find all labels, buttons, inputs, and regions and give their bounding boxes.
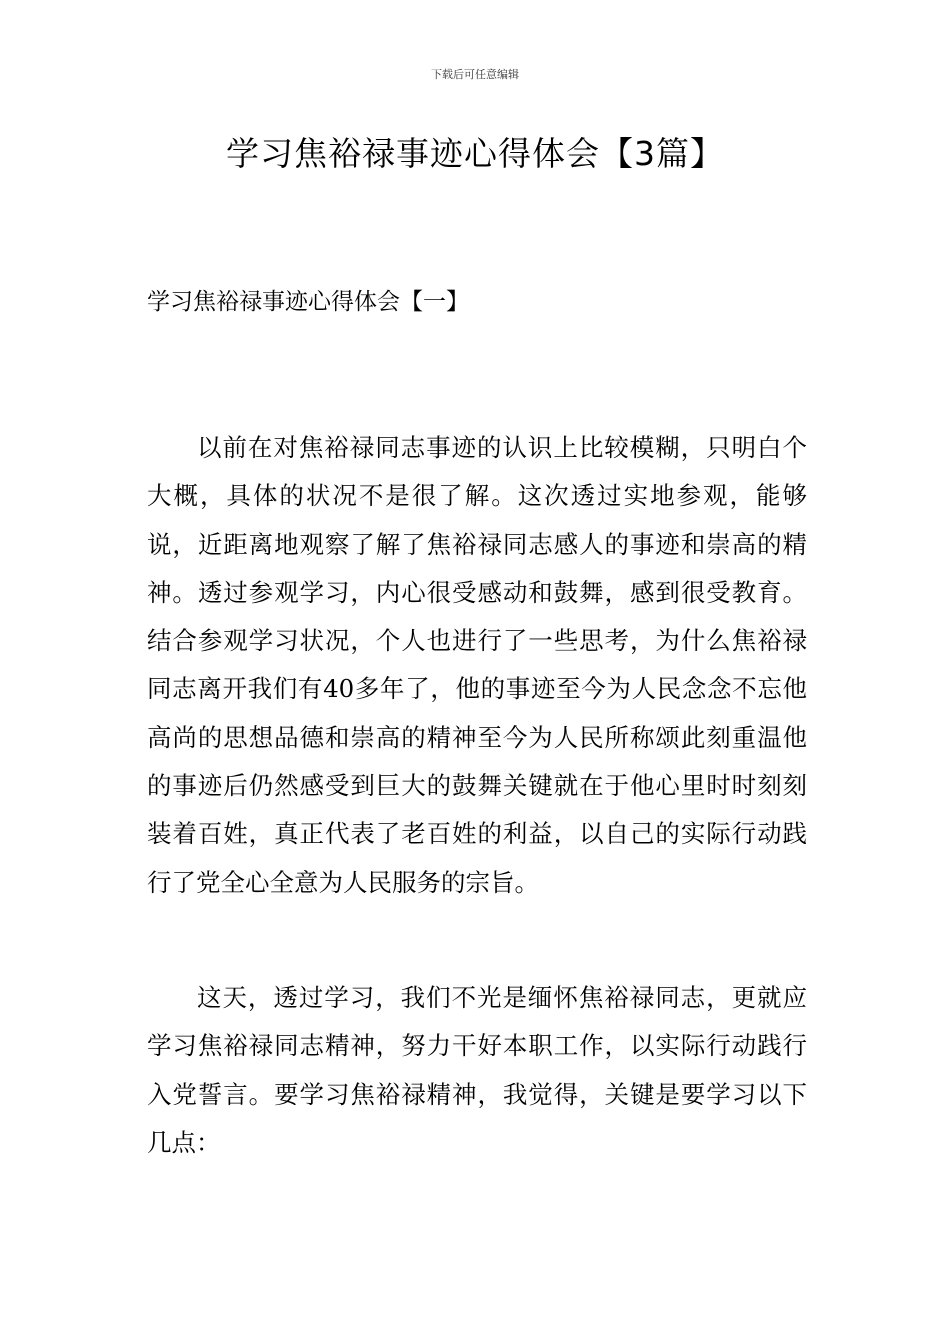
section-heading: 学习焦裕禄事迹心得体会【一】 — [147, 289, 469, 315]
document-title: 学习焦裕禄事迹心得体会【3篇】 — [226, 134, 724, 173]
body-paragraph-1: 以前在对焦裕禄同志事迹的认识上比较模糊，只明白个大概，具体的状况不是很了解。这次透过实地参观，能够说，近距离地观察了解了焦裕禄同志感人的事迹和崇高的精神。透过参观学习，内心很受感动和鼓舞，感到很受教育。结合参观学习状况，个人也进行了一些思考，为什么焦裕禄同志离开我们有40多年了，他的事迹至今为人民念念不忘他高尚的思想品德和崇高的精神至今为人民所称颂此刻重温他的事迹后仍然感受到巨大的鼓舞关键就在于他心里时时刻刻装着百姓，真正代表了老百姓的利益，以自己的实际行动践行了党全心全意为人民服务的宗旨。 — [147, 433, 807, 897]
page-header-note: 下载后可任意编辑 — [431, 68, 519, 81]
body-paragraph-2: 这天，透过学习，我们不光是缅怀焦裕禄同志，更就应学习焦裕禄同志精神，努力干好本职工作，以实际行动践行入党誓言。要学习焦裕禄精神，我觉得，关键是要学习以下几点： — [147, 983, 807, 1157]
